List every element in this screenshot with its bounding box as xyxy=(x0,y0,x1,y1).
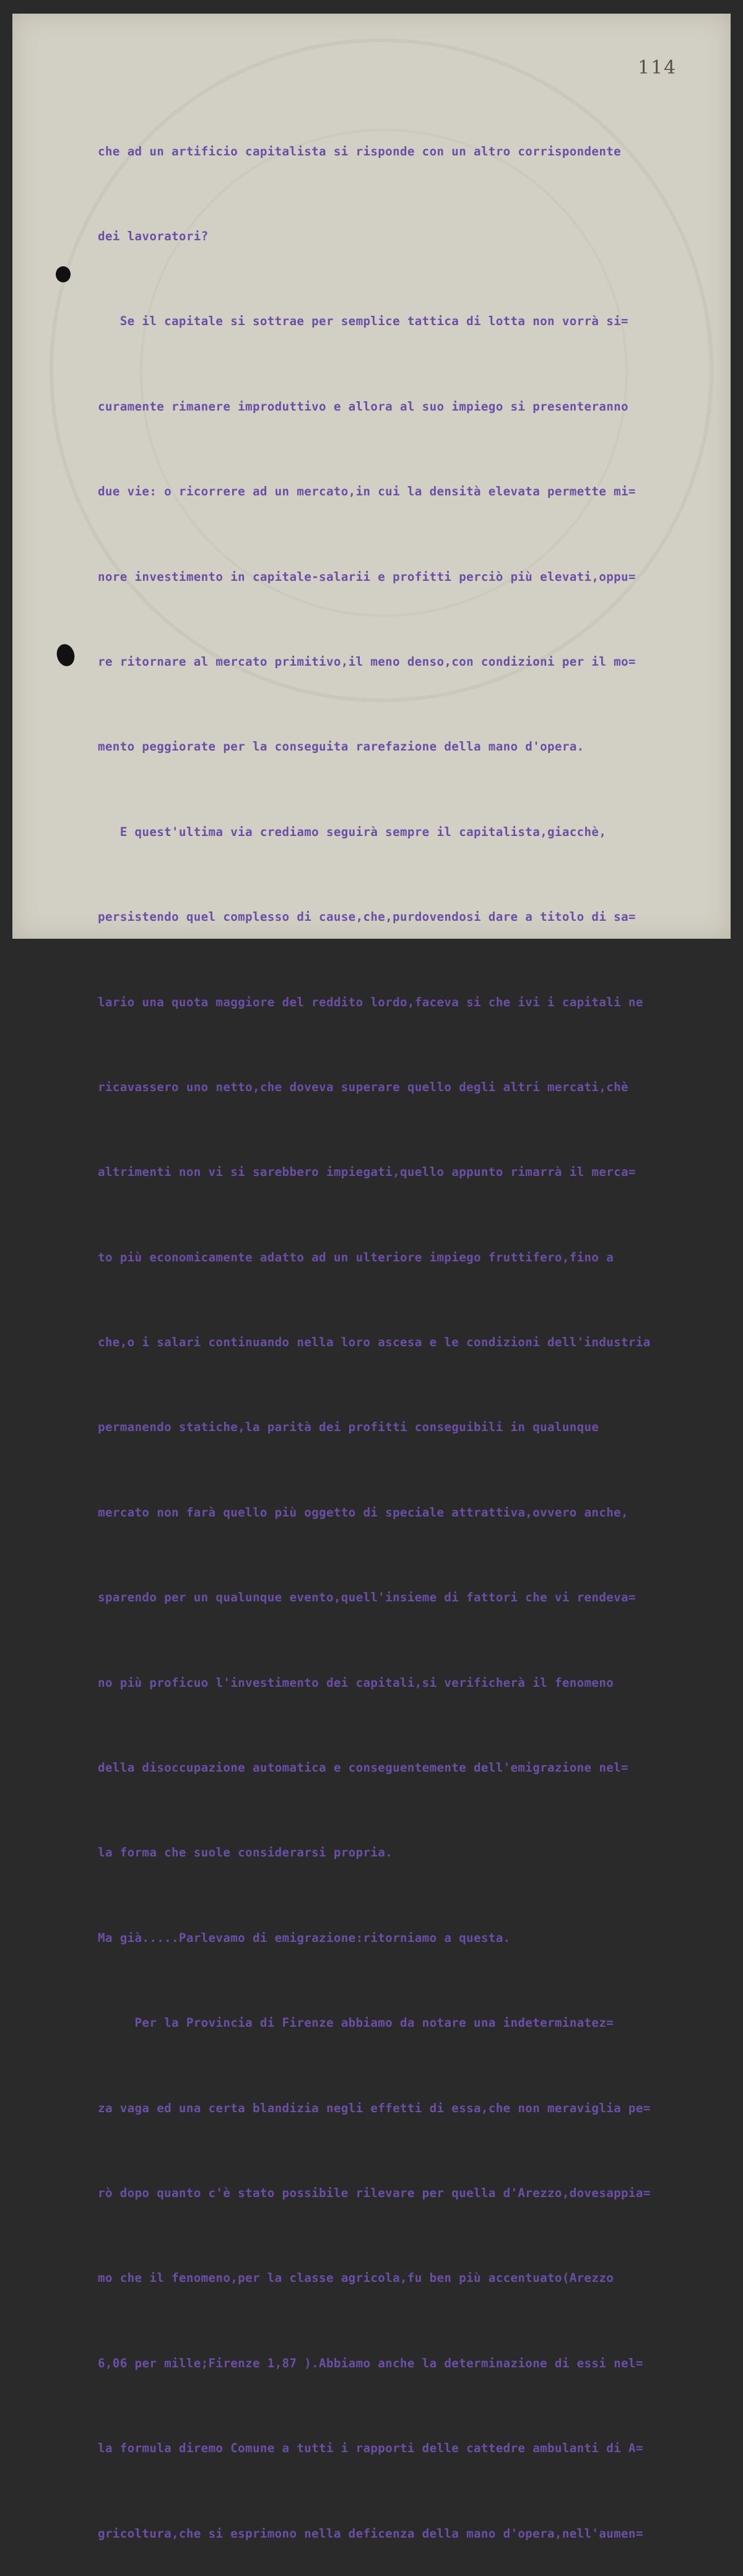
text-line: nore investimento in capitale-salarii e profitti perciò più elevati,oppu= xyxy=(98,569,636,584)
text-line: lario una quota maggiore del reddito lordo,faceva si che ivi i capitali ne xyxy=(98,994,643,1009)
text-line: 6,06 per mille;Firenze 1,87 ).Abbiamo anche la determinazione di essi nel= xyxy=(98,2356,643,2370)
text-line: Ma già.....Parlevamo di emigrazione:ritorniamo a questa. xyxy=(98,1930,511,1945)
text-line: rò dopo quanto c'è stato possibile rilevare per quella d'Arezzo,dovesappia= xyxy=(98,2185,651,2200)
text-line: della disoccupazione automatica e conseguentemente dell'emigrazione nel= xyxy=(98,1760,628,1775)
text-line: permanendo statiche,la parità dei profitti conseguibili in qualunque xyxy=(98,1420,599,1435)
text-line: persistendo quel complesso di cause,che,purdovendosi dare a titolo di sa= xyxy=(98,910,636,925)
text-line: che,o i salari continuando nella loro ascesa e le condizioni dell'industria xyxy=(98,1335,651,1350)
text-line: E quest'ultima via crediamo seguirà sempre il capitalista,giacchè, xyxy=(98,824,607,839)
text-line: re ritornare al mercato primitivo,il meno denso,con condizioni per il mo= xyxy=(98,654,636,669)
text-line: mo che il fenomeno,per la classe agricola,fu ben più accentuato(Arezzo xyxy=(98,2271,614,2286)
text-line: mento peggiorate per la conseguita rarefazione della mano d'opera. xyxy=(98,739,584,754)
text-line: ricavassero uno netto,che doveva superare quello degli altri mercati,chè xyxy=(98,1079,628,1094)
text-line: altrimenti non vi si sarebbero impiegati,quello appunto rimarrà il merca= xyxy=(98,1165,636,1180)
text-line: sparendo per un qualunque evento,quell'insieme di fattori che vi rendeva= xyxy=(98,1590,636,1605)
typewritten-body xyxy=(98,80,711,2576)
text-line: due vie: o ricorrere ad un mercato,in cui la densità elevata permette mi= xyxy=(98,484,636,499)
text-line: dei lavoratori? xyxy=(98,228,209,243)
text-line: no più proficuo l'investimento dei capitali,si verificherà il fenomeno xyxy=(98,1675,614,1690)
text-line: Se il capitale si sottrae per semplice tattica di lotta non vorrà si= xyxy=(98,314,628,329)
text-line: gricoltura,che si esprimono nella deficenza della mano d'opera,nell'aumen= xyxy=(98,2526,643,2541)
punch-hole-icon xyxy=(56,266,71,282)
text-line: mercato non farà quello più oggetto di speciale attrattiva,ovvero anche, xyxy=(98,1505,628,1520)
text-line: Per la Provincia di Firenze abbiamo da notare una indeterminatez= xyxy=(98,2016,614,2030)
text-line: curamente rimanere improduttivo e allora al suo impiego si presenteranno xyxy=(98,399,628,414)
text-line: la forma che suole considerarsi propria. xyxy=(98,1845,393,1860)
text-line: la formula diremo Comune a tutti i rapporti delle cattedre ambulanti di A= xyxy=(98,2441,643,2456)
text-line: to più economicamente adatto ad un ulteriore impiego fruttifero,fino a xyxy=(98,1250,614,1264)
text-line: che ad un artificio capitalista si risponde con un altro corrispondente xyxy=(98,144,622,159)
text-line: za vaga ed una certa blandizia negli effetti di essa,che non meraviglia pe= xyxy=(98,2100,651,2115)
page-number: 114 xyxy=(638,57,677,79)
